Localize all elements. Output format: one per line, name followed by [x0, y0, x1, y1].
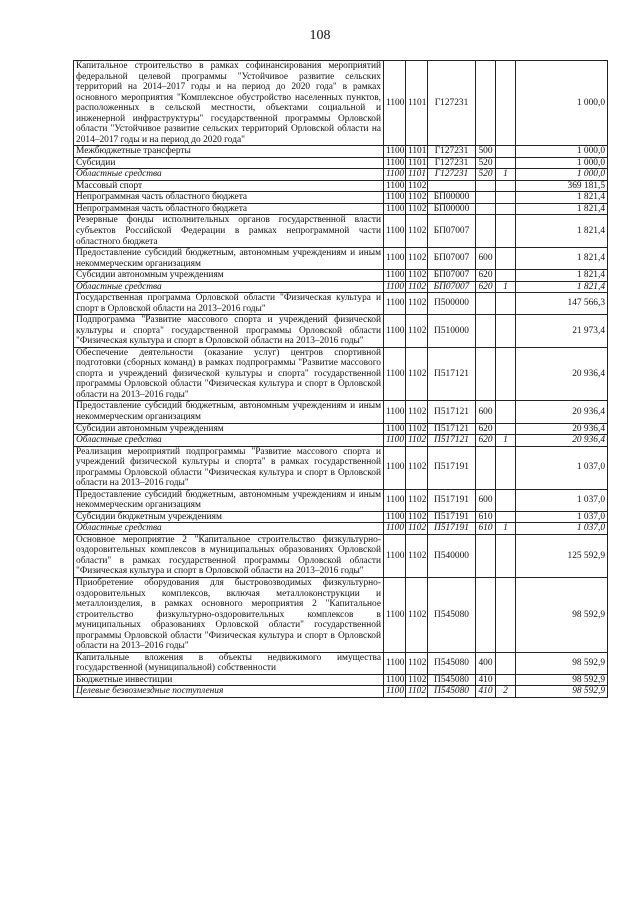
target-article-code: БП07007: [428, 281, 476, 293]
amount: 98 592,9: [516, 686, 608, 698]
expense-type-code: 620: [476, 270, 496, 282]
amount: 20 936,4: [516, 435, 608, 447]
expense-type-code: 610: [476, 523, 496, 535]
row-name: Обеспечение деятельности (оказание услуг) центров спортивной подготовки (сборных команд) в рамках подпрограммы "Развитие массового спорта и учреждений физической культуры и спорта" государственной программы Орловской области "Физическая культура и спорт в Орловской области на 2013–2016 годы": [74, 347, 384, 401]
funding-source-code: [496, 652, 516, 674]
expense-type-code: 410: [476, 674, 496, 686]
amount: 1 037,0: [516, 446, 608, 489]
funding-source-code: [496, 511, 516, 523]
target-article-code: [428, 180, 476, 192]
row-name: Резервные фонды исполнительных органов государственной власти субъектов Российской Федерации в рамках непрограммной части областного бюджета: [74, 215, 384, 248]
funding-source-code: [496, 674, 516, 686]
table-row: [74, 281, 608, 293]
table-row: [74, 215, 608, 248]
table-row: [74, 511, 608, 523]
funding-source-code: [496, 215, 516, 248]
table-row: [74, 270, 608, 282]
row-name: Реализация мероприятий подпрограммы "Развитие массового спорта и учреждений физической культуры и спорта" в рамках государственной программы Орловской области "Физическая культура и спорт в Орловской области на 2013–2016 годы": [74, 446, 384, 489]
funding-source-code: 1: [496, 523, 516, 535]
budget-table-body: [74, 61, 608, 698]
funding-source-code: [496, 157, 516, 169]
section-code: 1100: [384, 534, 406, 577]
subsection-code: 1102: [406, 293, 428, 315]
row-name: Приобретение оборудования для быстровозводимых физкультурно-оздоровительных комплексов, включая металлоконструкции и металлоизделия, в рамках основного мероприятия 2 "Капитальное строительство физкультурно-оздоровительных комплексов в муниципальных образованиях Орловской области" государственной программы Орловской области "Физическая культура и спорт в Орловской области на 2013–2016 годы": [74, 577, 384, 652]
expense-type-code: [476, 215, 496, 248]
subsection-code: 1102: [406, 215, 428, 248]
subsection-code: 1101: [406, 157, 428, 169]
funding-source-code: [496, 423, 516, 435]
table-row: [74, 169, 608, 181]
row-name: Капитальные вложения в объекты недвижимого имущества государственной (муниципальной) собственности: [74, 652, 384, 674]
row-name: Предоставление субсидий бюджетным, автономным учреждениям и иным некоммерческим организациям: [74, 248, 384, 270]
target-article-code: П545080: [428, 577, 476, 652]
target-article-code: П545080: [428, 674, 476, 686]
target-article-code: Г127231: [428, 61, 476, 146]
table-row: [74, 423, 608, 435]
expense-type-code: 410: [476, 686, 496, 698]
target-article-code: БП07007: [428, 248, 476, 270]
target-article-code: П517191: [428, 511, 476, 523]
row-name: Государственная программа Орловской области "Физическая культура и спорт в Орловской области на 2013–2016 годы": [74, 293, 384, 315]
amount: 1 000,0: [516, 169, 608, 181]
funding-source-code: [496, 347, 516, 401]
target-article-code: П517121: [428, 435, 476, 447]
target-article-code: БП00000: [428, 203, 476, 215]
target-article-code: П517121: [428, 423, 476, 435]
expense-type-code: [476, 192, 496, 204]
subsection-code: 1102: [406, 315, 428, 348]
funding-source-code: [496, 192, 516, 204]
section-code: 1100: [384, 293, 406, 315]
section-code: 1100: [384, 61, 406, 146]
amount: 20 936,4: [516, 423, 608, 435]
amount: 1 821,4: [516, 270, 608, 282]
target-article-code: П517191: [428, 489, 476, 511]
funding-source-code: 1: [496, 435, 516, 447]
funding-source-code: [496, 577, 516, 652]
subsection-code: 1102: [406, 534, 428, 577]
target-article-code: Г127231: [428, 146, 476, 158]
expense-type-code: 500: [476, 146, 496, 158]
section-code: 1100: [384, 270, 406, 282]
subsection-code: 1102: [406, 523, 428, 535]
amount: 147 566,3: [516, 293, 608, 315]
expense-type-code: [476, 446, 496, 489]
table-row: [74, 674, 608, 686]
row-name: Областные средства: [74, 169, 384, 181]
funding-source-code: 2: [496, 686, 516, 698]
row-name: Предоставление субсидий бюджетным, автономным учреждениям и иным некоммерческим организациям: [74, 489, 384, 511]
funding-source-code: [496, 534, 516, 577]
expense-type-code: 400: [476, 652, 496, 674]
subsection-code: 1102: [406, 248, 428, 270]
amount: 20 936,4: [516, 401, 608, 423]
table-row: [74, 534, 608, 577]
amount: 1 821,4: [516, 248, 608, 270]
row-name: Непрограммная часть областного бюджета: [74, 203, 384, 215]
funding-source-code: [496, 489, 516, 511]
subsection-code: 1102: [406, 674, 428, 686]
subsection-code: 1102: [406, 686, 428, 698]
amount: 1 037,0: [516, 511, 608, 523]
target-article-code: Г127231: [428, 157, 476, 169]
table-row: [74, 446, 608, 489]
section-code: 1100: [384, 281, 406, 293]
expense-type-code: 620: [476, 423, 496, 435]
expense-type-code: 620: [476, 281, 496, 293]
row-name: Предоставление субсидий бюджетным, автономным учреждениям и иным некоммерческим организациям: [74, 401, 384, 423]
table-row: [74, 157, 608, 169]
subsection-code: 1102: [406, 577, 428, 652]
section-code: 1100: [384, 686, 406, 698]
section-code: 1100: [384, 446, 406, 489]
table-row: [74, 146, 608, 158]
subsection-code: 1102: [406, 489, 428, 511]
subsection-code: 1101: [406, 146, 428, 158]
row-name: Массовый спорт: [74, 180, 384, 192]
section-code: 1100: [384, 423, 406, 435]
subsection-code: 1102: [406, 203, 428, 215]
section-code: 1100: [384, 511, 406, 523]
funding-source-code: [496, 401, 516, 423]
expense-type-code: [476, 577, 496, 652]
table-row: [74, 315, 608, 348]
subsection-code: 1102: [406, 270, 428, 282]
row-name: Субсидии: [74, 157, 384, 169]
row-name: Целевые безвозмездные поступления: [74, 686, 384, 698]
expense-type-code: 520: [476, 157, 496, 169]
funding-source-code: [496, 446, 516, 489]
table-row: [74, 523, 608, 535]
funding-source-code: [496, 146, 516, 158]
target-article-code: БП00000: [428, 192, 476, 204]
amount: 98 592,9: [516, 577, 608, 652]
amount: 1 821,4: [516, 281, 608, 293]
expense-type-code: 600: [476, 401, 496, 423]
section-code: 1100: [384, 347, 406, 401]
row-name: Областные средства: [74, 435, 384, 447]
target-article-code: П517191: [428, 523, 476, 535]
funding-source-code: [496, 270, 516, 282]
expense-type-code: 600: [476, 489, 496, 511]
table-row: [74, 577, 608, 652]
subsection-code: 1101: [406, 169, 428, 181]
target-article-code: Г127231: [428, 169, 476, 181]
table-row: [74, 347, 608, 401]
amount: 1 037,0: [516, 489, 608, 511]
subsection-code: 1102: [406, 192, 428, 204]
table-row: [74, 435, 608, 447]
target-article-code: П540000: [428, 534, 476, 577]
table-row: [74, 489, 608, 511]
subsection-code: 1102: [406, 347, 428, 401]
target-article-code: БП07007: [428, 270, 476, 282]
amount: 1 821,4: [516, 215, 608, 248]
expense-type-code: 610: [476, 511, 496, 523]
row-name: Непрограммная часть областного бюджета: [74, 192, 384, 204]
table-row: [74, 652, 608, 674]
section-code: 1100: [384, 146, 406, 158]
section-code: 1100: [384, 523, 406, 535]
funding-source-code: [496, 293, 516, 315]
subsection-code: 1102: [406, 435, 428, 447]
expense-type-code: [476, 203, 496, 215]
section-code: 1100: [384, 248, 406, 270]
subsection-code: 1102: [406, 180, 428, 192]
funding-source-code: 1: [496, 169, 516, 181]
amount: 1 037,0: [516, 523, 608, 535]
expense-type-code: 620: [476, 435, 496, 447]
section-code: 1100: [384, 157, 406, 169]
budget-table: [73, 60, 608, 698]
table-row: [74, 192, 608, 204]
funding-source-code: [496, 61, 516, 146]
table-row: [74, 401, 608, 423]
section-code: 1100: [384, 215, 406, 248]
subsection-code: 1102: [406, 446, 428, 489]
expense-type-code: [476, 315, 496, 348]
amount: 1 000,0: [516, 61, 608, 146]
section-code: 1100: [384, 489, 406, 511]
row-name: Подпрограмма "Развитие массового спорта и учреждений физической культуры и спорта" государственной программы Орловской области "Физическая культура и спорт в Орловской области на 2013–2016 годы": [74, 315, 384, 348]
amount: 20 936,4: [516, 347, 608, 401]
section-code: 1100: [384, 180, 406, 192]
amount: 1 000,0: [516, 146, 608, 158]
expense-type-code: 520: [476, 169, 496, 181]
row-name: Межбюджетные трансферты: [74, 146, 384, 158]
table-row: [74, 248, 608, 270]
target-article-code: П545080: [428, 652, 476, 674]
subsection-code: 1102: [406, 511, 428, 523]
row-name: Капитальное строительство в рамках софинансирования мероприятий федеральной целевой программы "Устойчивое развитие сельских территорий на 2014–2017 годы и на период до 2020 года" в рамках основного мероприятия "Комплексное обустройство населенных пунктов, расположенных в сельской местности, объектами социальной и инженерной инфраструктуры" государственной программы Орловской области "Устойчивое развитие сельских территорий Орловской области на 2014–2017 годы и на период до 2020 года": [74, 61, 384, 146]
target-article-code: БП07007: [428, 215, 476, 248]
amount: 125 592,9: [516, 534, 608, 577]
section-code: 1100: [384, 577, 406, 652]
section-code: 1100: [384, 401, 406, 423]
funding-source-code: [496, 315, 516, 348]
expense-type-code: [476, 61, 496, 146]
section-code: 1100: [384, 192, 406, 204]
funding-source-code: [496, 180, 516, 192]
funding-source-code: [496, 248, 516, 270]
row-name: Субсидии бюджетным учреждениям: [74, 511, 384, 523]
expense-type-code: [476, 534, 496, 577]
amount: 98 592,9: [516, 674, 608, 686]
section-code: 1100: [384, 169, 406, 181]
row-name: Областные средства: [74, 523, 384, 535]
expense-type-code: 600: [476, 248, 496, 270]
expense-type-code: [476, 180, 496, 192]
row-name: Субсидии автономным учреждениям: [74, 270, 384, 282]
row-name: Областные средства: [74, 281, 384, 293]
section-code: 1100: [384, 315, 406, 348]
target-article-code: П517121: [428, 401, 476, 423]
subsection-code: 1102: [406, 401, 428, 423]
target-article-code: П510000: [428, 315, 476, 348]
funding-source-code: [496, 203, 516, 215]
row-name: Бюджетные инвестиции: [74, 674, 384, 686]
section-code: 1100: [384, 435, 406, 447]
target-article-code: П517121: [428, 347, 476, 401]
subsection-code: 1102: [406, 652, 428, 674]
table-row: [74, 686, 608, 698]
table-row: [74, 203, 608, 215]
expense-type-code: [476, 347, 496, 401]
target-article-code: П517191: [428, 446, 476, 489]
target-article-code: П500000: [428, 293, 476, 315]
row-name: Субсидии автономным учреждениям: [74, 423, 384, 435]
table-row: [74, 180, 608, 192]
target-article-code: П545080: [428, 686, 476, 698]
expense-type-code: [476, 293, 496, 315]
row-name: Основное мероприятие 2 "Капитальное строительство физкультурно-оздоровительных комплексов в муниципальных образованиях Орловской области" в рамках государственной программы Орловской области "Физическая культура и спорт в Орловской области на 2013–2016 годы": [74, 534, 384, 577]
amount: 21 973,4: [516, 315, 608, 348]
funding-source-code: 1: [496, 281, 516, 293]
subsection-code: 1102: [406, 423, 428, 435]
section-code: 1100: [384, 674, 406, 686]
amount: 1 000,0: [516, 157, 608, 169]
table-row: [74, 61, 608, 146]
amount: 1 821,4: [516, 203, 608, 215]
section-code: 1100: [384, 652, 406, 674]
subsection-code: 1101: [406, 61, 428, 146]
page-number: 108: [309, 28, 331, 43]
section-code: 1100: [384, 203, 406, 215]
subsection-code: 1102: [406, 281, 428, 293]
amount: 98 592,9: [516, 652, 608, 674]
amount: 1 821,4: [516, 192, 608, 204]
amount: 369 181,5: [516, 180, 608, 192]
table-row: [74, 293, 608, 315]
